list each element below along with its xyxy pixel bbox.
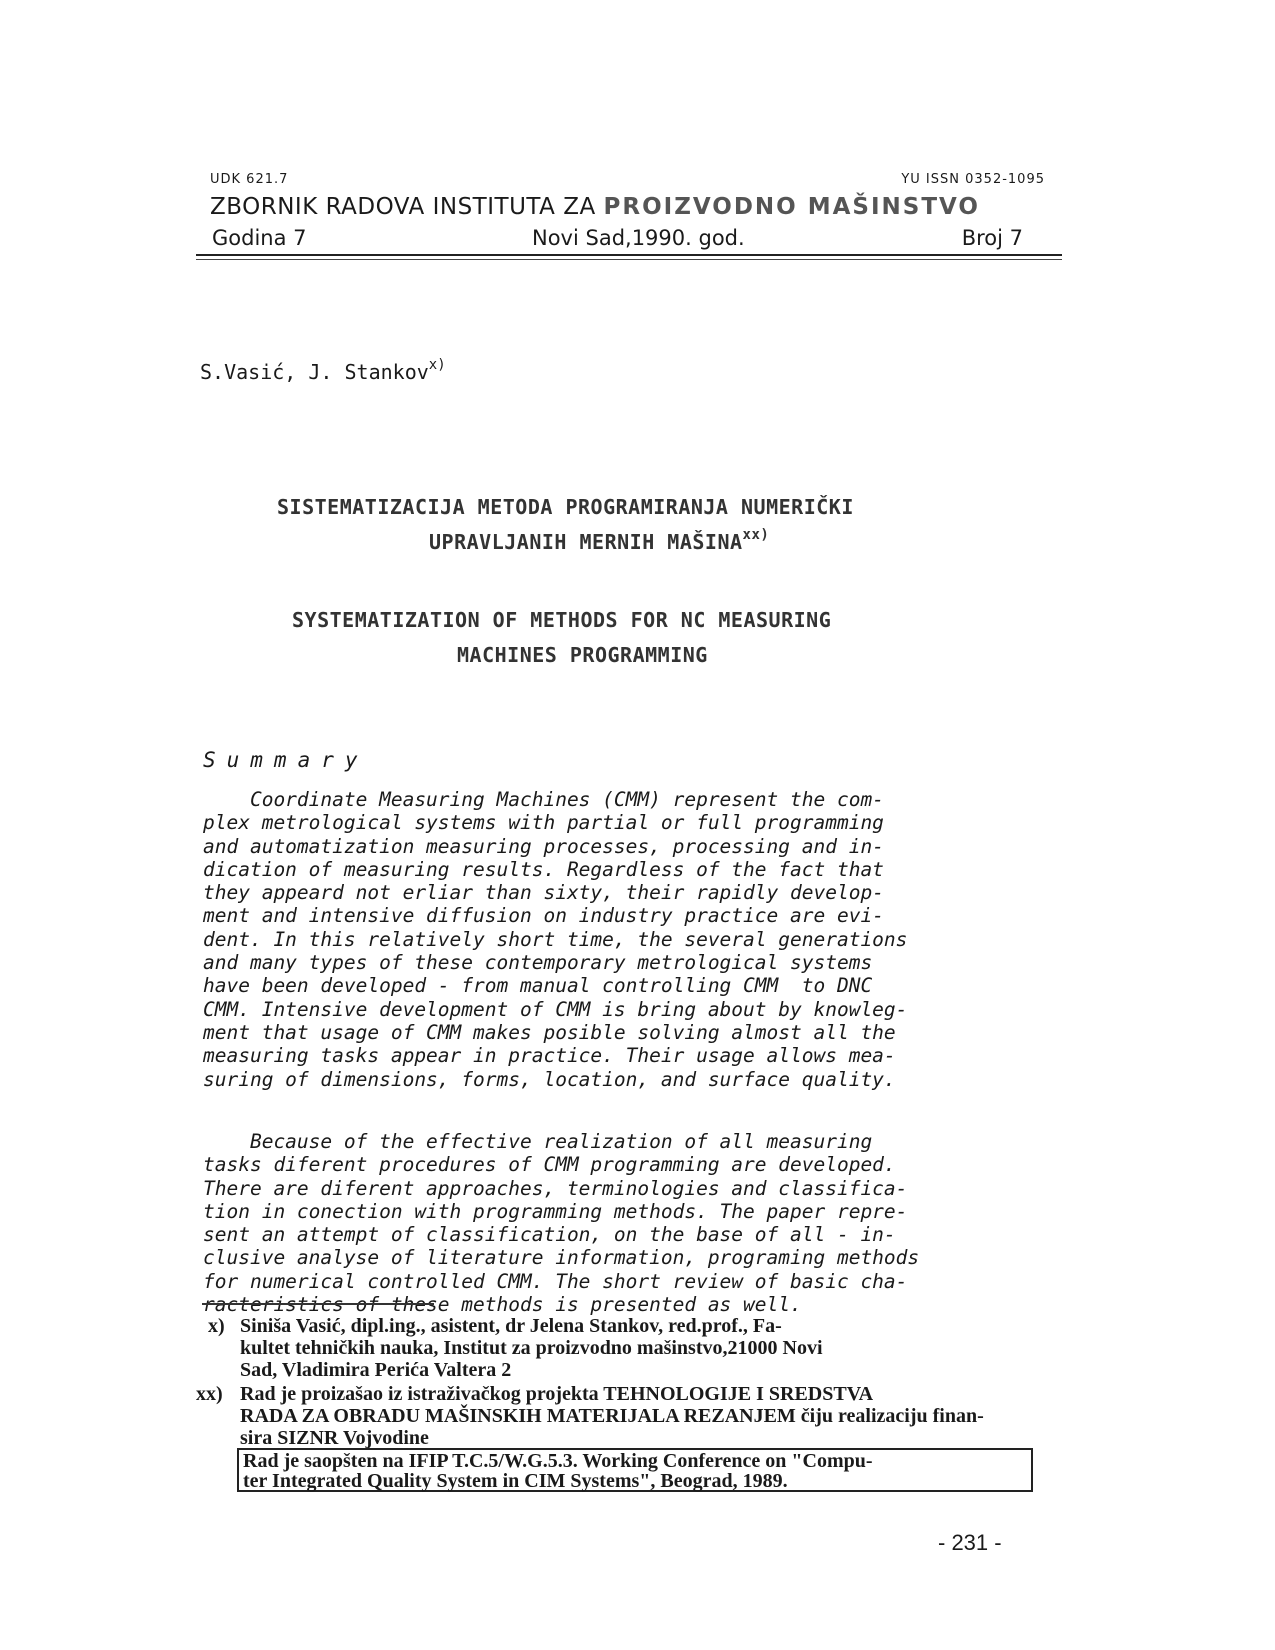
title-sr-line2 <box>429 527 770 554</box>
footnote-line: Sad, Vladimira Perića Valtera 2 <box>240 1359 512 1381</box>
journal-meta-row <box>210 172 1045 190</box>
title-sr-line1: SISTEMATIZACIJA METODA PROGRAMIRANJA NUMERIČKI <box>277 495 854 519</box>
text-line: measuring tasks appear in practice. Their usage allows mea- <box>203 1044 896 1068</box>
header-rule-thin <box>196 259 1062 260</box>
title-en-line2: MACHINES PROGRAMMING <box>457 643 708 667</box>
title-en-line1: SYSTEMATIZATION OF METHODS FOR NC MEASURING <box>292 608 832 632</box>
journal-issue-row <box>210 226 1045 256</box>
authors <box>200 357 446 384</box>
footnote-body <box>240 1383 984 1449</box>
footnote-authors <box>208 1315 823 1381</box>
year-volume: Godina 7 <box>212 226 307 250</box>
title-footnote-mark: xx) <box>742 527 770 544</box>
text-line: and many types of these contemporary metrological systems <box>203 951 873 975</box>
title-sr-line2-text: UPRAVLJANIH MERNIH MAŠINA <box>429 530 743 554</box>
footnote-line: kultet tehničkih nauka, Institut za proizvodno mašinstvo,21000 Novi <box>240 1337 823 1359</box>
footnote-line: Siniša Vasić, dipl.ing., asistent, dr Jelena Stankov, red.prof., Fa- <box>240 1315 782 1337</box>
footnote-label: xx) <box>196 1383 223 1405</box>
footnote-body <box>240 1315 823 1381</box>
text-line: tion in conection with programming methods. The paper repre- <box>203 1199 908 1223</box>
place-date: Novi Sad,1990. god. <box>532 226 745 250</box>
footnote-line: RADA ZA OBRADU MAŠINSKIH MATERIJALA REZANJEM čiju realizaciju finan- <box>240 1405 984 1427</box>
journal-title-regular: ZBORNIK RADOVA INSTITUTA ZA <box>210 194 604 220</box>
journal-title <box>210 194 1045 220</box>
summary-paragraph-1 <box>203 788 1048 1091</box>
text-line: for numerical controlled CMM. The short review of basic cha- <box>203 1269 908 1293</box>
issue-number: Broj 7 <box>961 226 1023 250</box>
summary-paragraph-2 <box>203 1130 1048 1316</box>
udk-code: UDK 621.7 <box>210 172 289 187</box>
conference-note-line: Rad je saopšten na IFIP T.C.5/W.G.5.3. Working Conference on "Compu- <box>243 1450 873 1472</box>
text-line: dent. In this relatively short time, the several generations <box>203 927 908 951</box>
text-line: ment and intensive diffusion on industry practice are evi- <box>203 904 884 928</box>
summary-heading: Summary <box>203 748 369 772</box>
text-line: dication of measuring results. Regardless of the fact that <box>203 857 884 881</box>
text-line: Coordinate Measuring Machines (CMM) represent the com- <box>203 788 884 811</box>
text-line: Because of the effective realization of all measuring <box>203 1130 873 1153</box>
footnote-label: x) <box>208 1315 225 1337</box>
text-line: racteristics of these methods is presented as well. <box>203 1293 802 1317</box>
text-line: and automatization measuring processes, processing and in- <box>203 834 884 858</box>
footnote-line: sira SIZNR Vojvodine <box>240 1427 429 1449</box>
header-rule <box>196 254 1062 256</box>
author-names: S.Vasić, J. Stankov <box>200 360 429 384</box>
text-line: CMM. Intensive development of CMM is bring about by knowleg- <box>203 997 908 1021</box>
text-line: clusive analyse of literature information, programing methods <box>203 1246 920 1270</box>
text-line: have been developed - from manual controlling CMM to DNC <box>203 974 873 998</box>
text-line: they appeard not erliar than sixty, their rapidly develop- <box>203 881 884 905</box>
footnote-separator <box>202 1303 434 1305</box>
footnote-project <box>196 1383 984 1449</box>
text-line: ment that usage of CMM makes posible solving almost all the <box>203 1020 896 1044</box>
journal-title-bold: PROIZVODNO MAŠINSTVO <box>603 194 980 220</box>
conference-note-line: ter Integrated Quality System in CIM Systems", Beograd, 1989. <box>243 1470 788 1492</box>
text-line: suring of dimensions, forms, location, and surface quality. <box>203 1067 896 1091</box>
text-line: tasks diferent procedures of CMM programming are developed. <box>203 1153 896 1177</box>
text-line: sent an attempt of classification, on the base of all - in- <box>203 1223 896 1247</box>
author-footnote-mark: x) <box>428 357 446 374</box>
conference-note-box <box>237 1448 1033 1492</box>
footnote-line: Rad je proizašao iz istraživačkog projekta TEHNOLOGIJE I SREDSTVA <box>240 1383 874 1405</box>
text-line: plex metrological systems with partial or full programming <box>203 811 884 835</box>
page-number: - 231 - <box>938 1530 1002 1555</box>
text-line: There are diferent approaches, terminologies and classifica- <box>203 1176 908 1200</box>
issn-code: YU ISSN 0352-1095 <box>901 172 1045 187</box>
